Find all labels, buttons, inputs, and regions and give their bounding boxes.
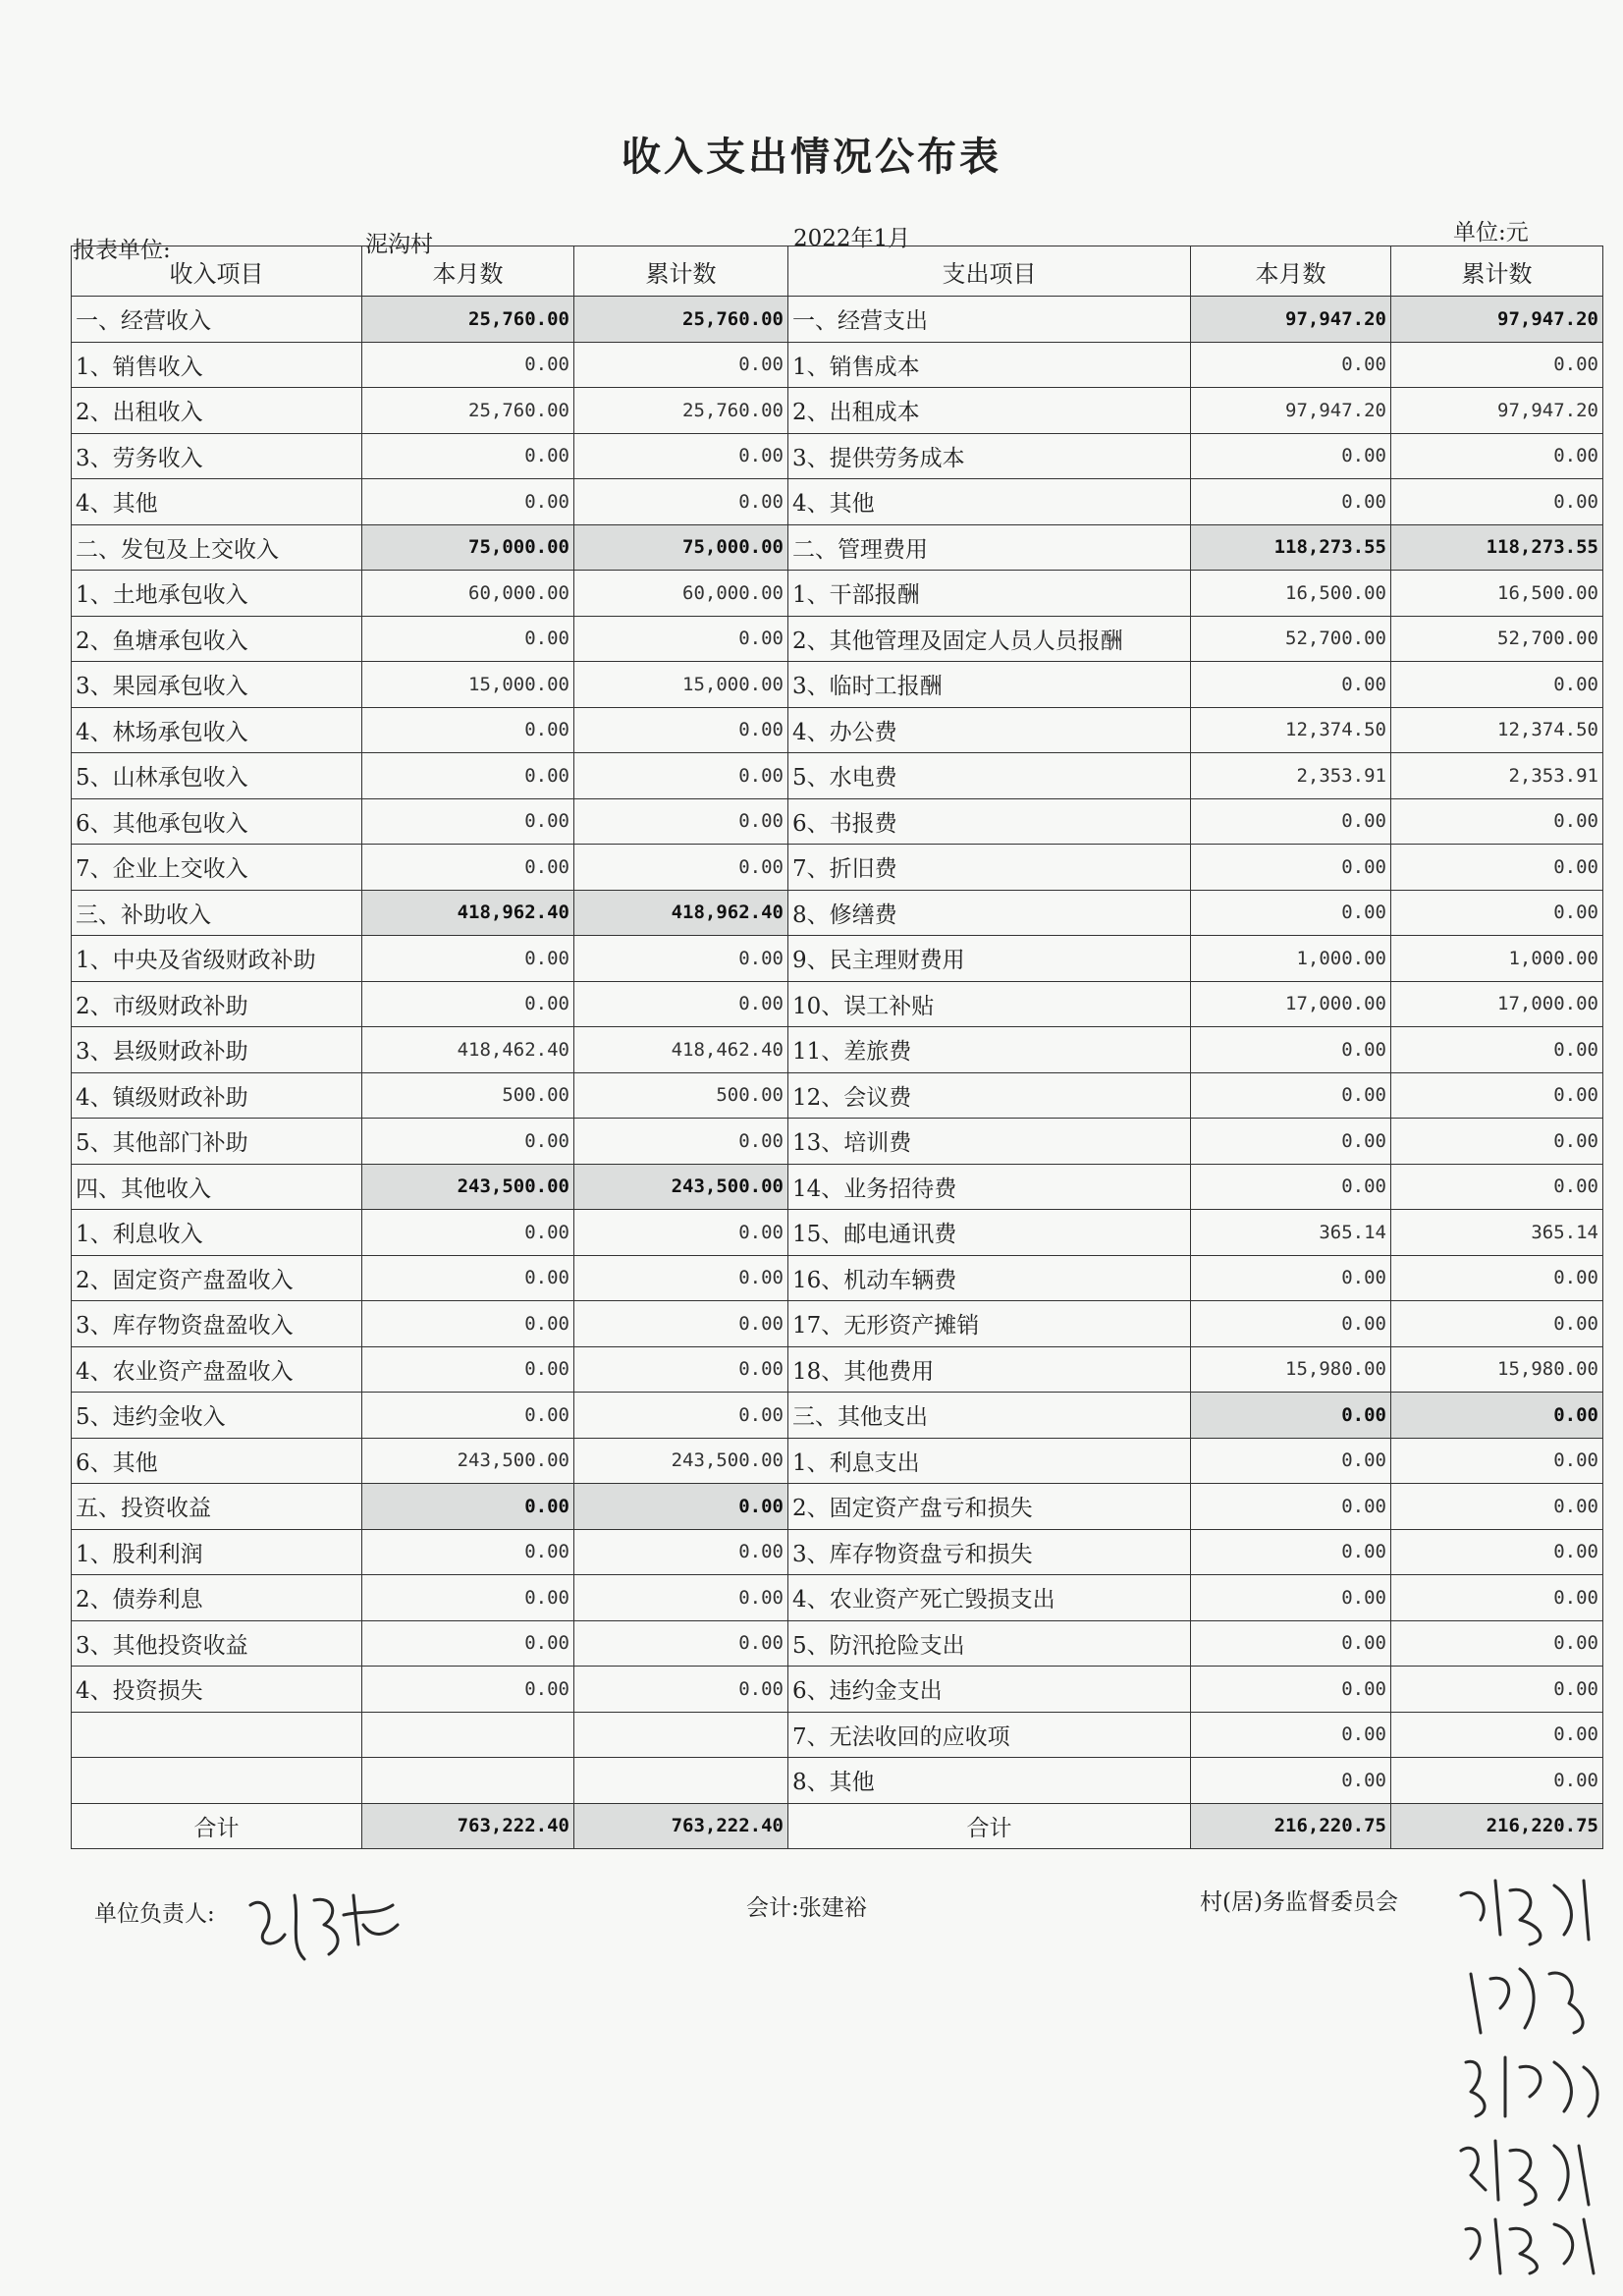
income-cum-value: 0.00	[574, 342, 788, 388]
expense-item-label: 10、误工补贴	[788, 981, 1191, 1027]
expense-cum-value: 0.00	[1391, 890, 1603, 936]
expense-month-value: 0.00	[1191, 1119, 1391, 1165]
income-month-value: 0.00	[362, 1210, 574, 1256]
responsible-label: 单位负责人:	[94, 1901, 215, 1927]
expense-item-label: 一、经营支出	[788, 297, 1191, 343]
table-row	[72, 433, 1603, 479]
income-cum-value: 15,000.00	[574, 662, 788, 708]
expense-total-cum: 216,220.75	[1391, 1803, 1603, 1849]
expense-cum-value: 0.00	[1391, 1255, 1603, 1301]
income-month-value: 25,760.00	[362, 388, 574, 434]
table-row	[72, 1620, 1603, 1667]
expense-item-label: 1、干部报酬	[788, 571, 1191, 617]
income-cum-value: 60,000.00	[574, 571, 788, 617]
income-month-value: 0.00	[362, 1393, 574, 1439]
expense-cum-value: 0.00	[1391, 1301, 1603, 1347]
income-cum-value: 0.00	[574, 1667, 788, 1713]
income-item-label: 3、其他投资收益	[72, 1620, 362, 1667]
expense-item-label: 14、业务招待费	[788, 1164, 1191, 1210]
table-row	[72, 1027, 1603, 1073]
committee-signatures	[1451, 1866, 1618, 2278]
expense-month-value: 0.00	[1191, 798, 1391, 845]
expense-item-label: 4、其他	[788, 479, 1191, 525]
table-row	[72, 1575, 1603, 1621]
expense-cum-value: 0.00	[1391, 1119, 1603, 1165]
expense-cum-value: 0.00	[1391, 1393, 1603, 1439]
col-header-income-month: 本月数	[362, 246, 574, 297]
expense-cum-value: 0.00	[1391, 798, 1603, 845]
income-month-value	[362, 1712, 574, 1758]
expense-month-value: 0.00	[1191, 1620, 1391, 1667]
expense-month-value: 0.00	[1191, 1758, 1391, 1804]
expense-item-label: 7、折旧费	[788, 845, 1191, 891]
income-item-label: 2、债券利息	[72, 1575, 362, 1621]
income-month-value: 0.00	[362, 1620, 574, 1667]
expense-item-label: 6、书报费	[788, 798, 1191, 845]
table-row	[72, 1210, 1603, 1256]
income-item-label: 4、投资损失	[72, 1667, 362, 1713]
income-month-value: 0.00	[362, 1346, 574, 1393]
table-row	[72, 1164, 1603, 1210]
income-item-label: 4、镇级财政补助	[72, 1072, 362, 1119]
col-header-expense-month: 本月数	[1191, 246, 1391, 297]
committee-label: 村(居)务监督委员会	[1200, 1889, 1398, 1915]
income-month-value: 500.00	[362, 1072, 574, 1119]
col-header-income-item: 收入项目	[72, 246, 362, 297]
income-item-label: 6、其他承包收入	[72, 798, 362, 845]
income-month-value: 0.00	[362, 433, 574, 479]
table-row	[72, 297, 1603, 343]
income-month-value: 0.00	[362, 981, 574, 1027]
expense-cum-value: 0.00	[1391, 1072, 1603, 1119]
income-cum-value: 0.00	[574, 1119, 788, 1165]
income-cum-value: 243,500.00	[574, 1438, 788, 1484]
income-item-label: 4、其他	[72, 479, 362, 525]
table-row	[72, 524, 1603, 571]
expense-item-label: 2、固定资产盘亏和损失	[788, 1484, 1191, 1530]
expense-cum-value: 0.00	[1391, 433, 1603, 479]
expense-month-value: 365.14	[1191, 1210, 1391, 1256]
income-cum-value: 25,760.00	[574, 388, 788, 434]
income-cum-value: 243,500.00	[574, 1164, 788, 1210]
expense-item-label: 11、差旅费	[788, 1027, 1191, 1073]
expense-cum-value: 52,700.00	[1391, 616, 1603, 662]
income-item-label: 4、农业资产盘盈收入	[72, 1346, 362, 1393]
expense-item-label: 4、办公费	[788, 707, 1191, 753]
income-month-value: 0.00	[362, 936, 574, 982]
table-row	[72, 1758, 1603, 1804]
income-month-value: 0.00	[362, 479, 574, 525]
income-cum-value: 418,962.40	[574, 890, 788, 936]
income-total-label: 合计	[72, 1803, 362, 1849]
income-cum-value: 0.00	[574, 1301, 788, 1347]
income-cum-value: 0.00	[574, 479, 788, 525]
table-row	[72, 342, 1603, 388]
income-cum-value	[574, 1712, 788, 1758]
expense-item-label: 三、其他支出	[788, 1393, 1191, 1439]
expense-total-month: 216,220.75	[1191, 1803, 1391, 1849]
table-row	[72, 890, 1603, 936]
expense-month-value: 97,947.20	[1191, 388, 1391, 434]
expense-item-label: 3、库存物资盘亏和损失	[788, 1529, 1191, 1575]
expense-month-value: 0.00	[1191, 342, 1391, 388]
income-cum-value: 0.00	[574, 1393, 788, 1439]
expense-month-value: 0.00	[1191, 1484, 1391, 1530]
col-header-income-cum: 累计数	[574, 246, 788, 297]
expense-month-value: 1,000.00	[1191, 936, 1391, 982]
expense-cum-value: 97,947.20	[1391, 297, 1603, 343]
table-row	[72, 707, 1603, 753]
table-row	[72, 571, 1603, 617]
currency-unit: 单位:元	[1453, 220, 1529, 246]
income-cum-value	[574, 1758, 788, 1804]
expense-cum-value: 0.00	[1391, 1027, 1603, 1073]
income-cum-value: 0.00	[574, 798, 788, 845]
income-month-value: 15,000.00	[362, 662, 574, 708]
table-row	[72, 798, 1603, 845]
income-item-label: 6、其他	[72, 1438, 362, 1484]
income-cum-value: 0.00	[574, 1484, 788, 1530]
expense-item-label: 二、管理费用	[788, 524, 1191, 571]
page-title: 收入支出情况公布表	[622, 134, 1001, 180]
expense-month-value: 0.00	[1191, 1667, 1391, 1713]
income-month-value: 418,962.40	[362, 890, 574, 936]
expense-month-value: 0.00	[1191, 1027, 1391, 1073]
expense-month-value: 2,353.91	[1191, 753, 1391, 799]
income-month-value: 0.00	[362, 1529, 574, 1575]
table-row	[72, 1712, 1603, 1758]
expense-item-label: 1、利息支出	[788, 1438, 1191, 1484]
expense-cum-value: 118,273.55	[1391, 524, 1603, 571]
table-row	[72, 936, 1603, 982]
income-cum-value: 0.00	[574, 753, 788, 799]
expense-item-label: 17、无形资产摊销	[788, 1301, 1191, 1347]
report-unit-value: 泥沟村	[365, 232, 433, 257]
expense-item-label: 8、其他	[788, 1758, 1191, 1804]
expense-month-value: 15,980.00	[1191, 1346, 1391, 1393]
income-item-label: 2、出租收入	[72, 388, 362, 434]
income-item-label: 1、中央及省级财政补助	[72, 936, 362, 982]
table-row	[72, 662, 1603, 708]
table-body	[72, 297, 1603, 1804]
expense-cum-value: 97,947.20	[1391, 388, 1603, 434]
income-cum-value: 0.00	[574, 1346, 788, 1393]
expense-cum-value: 1,000.00	[1391, 936, 1603, 982]
table-row	[72, 1301, 1603, 1347]
income-item-label: 1、土地承包收入	[72, 571, 362, 617]
income-item-label: 3、果园承包收入	[72, 662, 362, 708]
income-month-value: 418,462.40	[362, 1027, 574, 1073]
income-item-label: 1、销售收入	[72, 342, 362, 388]
col-header-expense-item: 支出项目	[788, 246, 1191, 297]
income-month-value: 0.00	[362, 342, 574, 388]
table-row	[72, 845, 1603, 891]
income-month-value: 60,000.00	[362, 571, 574, 617]
income-month-value	[362, 1758, 574, 1804]
table-row	[72, 1667, 1603, 1713]
expense-cum-value: 0.00	[1391, 479, 1603, 525]
income-month-value: 0.00	[362, 798, 574, 845]
expense-month-value: 0.00	[1191, 890, 1391, 936]
income-item-label: 一、经营收入	[72, 297, 362, 343]
expense-month-value: 16,500.00	[1191, 571, 1391, 617]
income-cum-value: 75,000.00	[574, 524, 788, 571]
expense-month-value: 97,947.20	[1191, 297, 1391, 343]
income-month-value: 0.00	[362, 1301, 574, 1347]
income-total-cum: 763,222.40	[574, 1803, 788, 1849]
income-month-value: 75,000.00	[362, 524, 574, 571]
expense-month-value: 0.00	[1191, 479, 1391, 525]
expense-cum-value: 15,980.00	[1391, 1346, 1603, 1393]
income-cum-value: 0.00	[574, 1620, 788, 1667]
expense-item-label: 4、农业资产死亡毁损支出	[788, 1575, 1191, 1621]
expense-cum-value: 365.14	[1391, 1210, 1603, 1256]
expense-month-value: 0.00	[1191, 433, 1391, 479]
col-header-expense-cum: 累计数	[1391, 246, 1603, 297]
expense-cum-value: 0.00	[1391, 845, 1603, 891]
income-month-value: 0.00	[362, 1667, 574, 1713]
table-row	[72, 1119, 1603, 1165]
expense-month-value: 17,000.00	[1191, 981, 1391, 1027]
income-item-label: 2、市级财政补助	[72, 981, 362, 1027]
table-row	[72, 479, 1603, 525]
expense-cum-value: 0.00	[1391, 1529, 1603, 1575]
responsible-signature	[245, 1866, 403, 1974]
expense-cum-value: 0.00	[1391, 1164, 1603, 1210]
expense-item-label: 18、其他费用	[788, 1346, 1191, 1393]
income-item-label: 3、县级财政补助	[72, 1027, 362, 1073]
expense-item-label: 8、修缮费	[788, 890, 1191, 936]
expense-month-value: 12,374.50	[1191, 707, 1391, 753]
expense-item-label: 6、违约金支出	[788, 1667, 1191, 1713]
expense-month-value: 0.00	[1191, 1529, 1391, 1575]
income-item-label: 3、劳务收入	[72, 433, 362, 479]
income-cum-value: 0.00	[574, 981, 788, 1027]
income-item-label: 1、利息收入	[72, 1210, 362, 1256]
table-row	[72, 1484, 1603, 1530]
expense-cum-value: 0.00	[1391, 1438, 1603, 1484]
income-item-label: 3、库存物资盘盈收入	[72, 1301, 362, 1347]
expense-item-label: 15、邮电通讯费	[788, 1210, 1191, 1256]
expense-month-value: 52,700.00	[1191, 616, 1391, 662]
expense-cum-value: 0.00	[1391, 662, 1603, 708]
income-cum-value: 0.00	[574, 707, 788, 753]
expense-item-label: 3、提供劳务成本	[788, 433, 1191, 479]
income-expense-table	[71, 246, 1603, 1849]
table-row	[72, 388, 1603, 434]
expense-month-value: 0.00	[1191, 662, 1391, 708]
income-item-label: 4、林场承包收入	[72, 707, 362, 753]
income-item-label: 5、违约金收入	[72, 1393, 362, 1439]
expense-month-value: 0.00	[1191, 1072, 1391, 1119]
expense-cum-value: 16,500.00	[1391, 571, 1603, 617]
expense-item-label: 12、会议费	[788, 1072, 1191, 1119]
income-total-month: 763,222.40	[362, 1803, 574, 1849]
totals-row	[72, 1803, 1603, 1849]
income-item-label: 1、股利利润	[72, 1529, 362, 1575]
income-month-value: 0.00	[362, 616, 574, 662]
table-row	[72, 616, 1603, 662]
table-row	[72, 1072, 1603, 1119]
income-cum-value: 500.00	[574, 1072, 788, 1119]
table-header-row	[72, 246, 1603, 297]
expense-month-value: 0.00	[1191, 1164, 1391, 1210]
expense-item-label: 3、临时工报酬	[788, 662, 1191, 708]
expense-cum-value: 0.00	[1391, 1667, 1603, 1713]
income-month-value: 0.00	[362, 753, 574, 799]
expense-cum-value: 17,000.00	[1391, 981, 1603, 1027]
accountant: 会计:张建裕	[746, 1895, 867, 1921]
income-item-label: 三、补助收入	[72, 890, 362, 936]
expense-month-value: 0.00	[1191, 1712, 1391, 1758]
expense-cum-value: 0.00	[1391, 1620, 1603, 1667]
expense-item-label: 16、机动车辆费	[788, 1255, 1191, 1301]
expense-item-label: 2、其他管理及固定人员人员报酬	[788, 616, 1191, 662]
expense-cum-value: 2,353.91	[1391, 753, 1603, 799]
income-item-label: 5、山林承包收入	[72, 753, 362, 799]
table-row	[72, 1255, 1603, 1301]
expense-cum-value: 0.00	[1391, 342, 1603, 388]
income-cum-value: 418,462.40	[574, 1027, 788, 1073]
report-unit-label: 报表单位:	[73, 238, 171, 263]
report-period: 2022年1月	[793, 226, 911, 251]
income-month-value: 0.00	[362, 707, 574, 753]
income-item-label: 5、其他部门补助	[72, 1119, 362, 1165]
expense-month-value: 0.00	[1191, 1575, 1391, 1621]
income-cum-value: 0.00	[574, 433, 788, 479]
income-item-label: 五、投资收益	[72, 1484, 362, 1530]
income-month-value: 0.00	[362, 1484, 574, 1530]
table-row	[72, 1438, 1603, 1484]
expense-item-label: 7、无法收回的应收项	[788, 1712, 1191, 1758]
income-month-value: 243,500.00	[362, 1164, 574, 1210]
income-cum-value: 0.00	[574, 1575, 788, 1621]
income-month-value: 0.00	[362, 1119, 574, 1165]
expense-month-value: 0.00	[1191, 1255, 1391, 1301]
table-row	[72, 1346, 1603, 1393]
expense-cum-value: 0.00	[1391, 1712, 1603, 1758]
table-row	[72, 1529, 1603, 1575]
expense-item-label: 13、培训费	[788, 1119, 1191, 1165]
income-month-value: 25,760.00	[362, 297, 574, 343]
expense-month-value: 0.00	[1191, 1301, 1391, 1347]
expense-total-label: 合计	[788, 1803, 1191, 1849]
expense-month-value: 118,273.55	[1191, 524, 1391, 571]
expense-cum-value: 0.00	[1391, 1758, 1603, 1804]
income-month-value: 0.00	[362, 1575, 574, 1621]
income-cum-value: 25,760.00	[574, 297, 788, 343]
income-item-label: 7、企业上交收入	[72, 845, 362, 891]
income-cum-value: 0.00	[574, 1529, 788, 1575]
income-month-value: 0.00	[362, 1255, 574, 1301]
income-month-value: 0.00	[362, 845, 574, 891]
table-row	[72, 981, 1603, 1027]
income-cum-value: 0.00	[574, 1210, 788, 1256]
expense-item-label: 2、出租成本	[788, 388, 1191, 434]
income-cum-value: 0.00	[574, 936, 788, 982]
income-item-label: 四、其他收入	[72, 1164, 362, 1210]
expense-item-label: 1、销售成本	[788, 342, 1191, 388]
expense-month-value: 0.00	[1191, 845, 1391, 891]
income-item-label: 二、发包及上交收入	[72, 524, 362, 571]
income-cum-value: 0.00	[574, 845, 788, 891]
expense-item-label: 5、防汛抢险支出	[788, 1620, 1191, 1667]
expense-month-value: 0.00	[1191, 1393, 1391, 1439]
income-cum-value: 0.00	[574, 1255, 788, 1301]
expense-cum-value: 0.00	[1391, 1484, 1603, 1530]
income-item-label	[72, 1758, 362, 1804]
expense-item-label: 5、水电费	[788, 753, 1191, 799]
income-cum-value: 0.00	[574, 616, 788, 662]
table-row	[72, 1393, 1603, 1439]
table-row	[72, 753, 1603, 799]
expense-item-label: 9、民主理财费用	[788, 936, 1191, 982]
income-item-label: 2、固定资产盘盈收入	[72, 1255, 362, 1301]
expense-cum-value: 12,374.50	[1391, 707, 1603, 753]
income-month-value: 243,500.00	[362, 1438, 574, 1484]
expense-cum-value: 0.00	[1391, 1575, 1603, 1621]
income-item-label	[72, 1712, 362, 1758]
expense-month-value: 0.00	[1191, 1438, 1391, 1484]
income-item-label: 2、鱼塘承包收入	[72, 616, 362, 662]
